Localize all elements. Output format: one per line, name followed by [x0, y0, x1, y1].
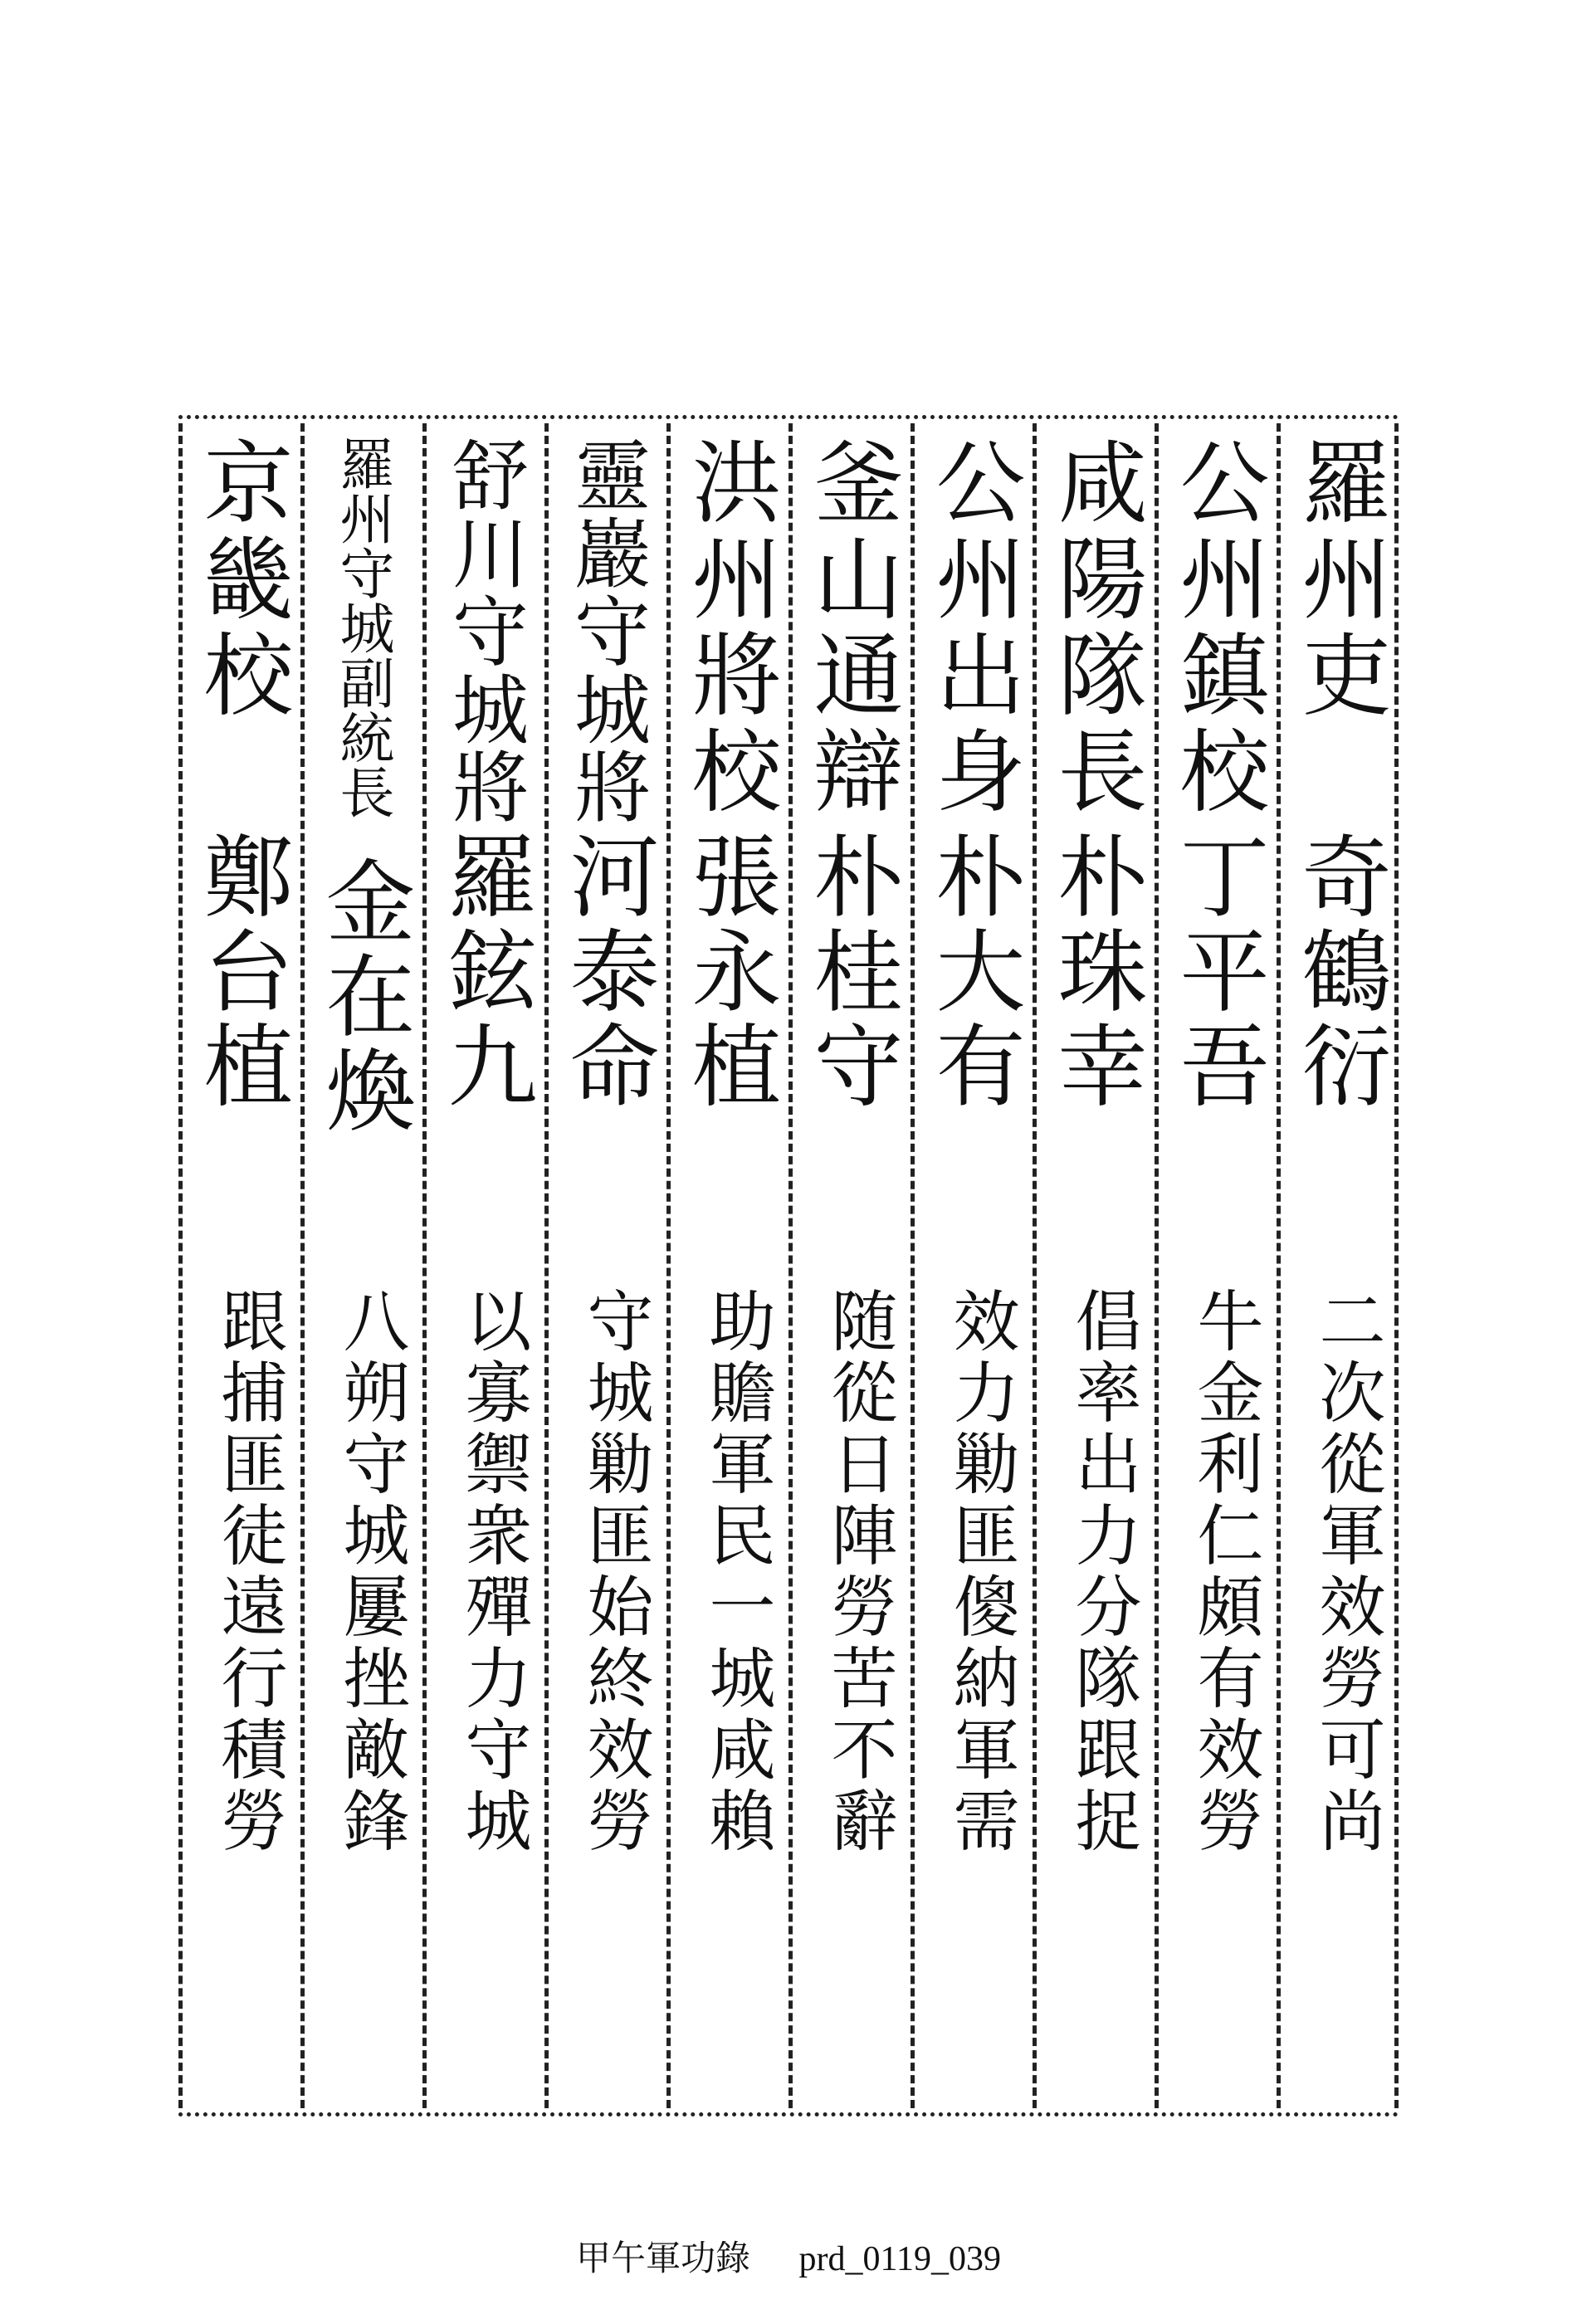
page-footer	[0, 2231, 1577, 2281]
record-name: 金在煥	[310, 855, 414, 1139]
record-deed: 八朔守城屢挫敵鋒	[332, 1286, 409, 1858]
bottom-border-rule	[178, 2112, 1399, 2116]
record-name: 朴大有	[920, 830, 1024, 1114]
record-deed: 以寡禦衆殫力守城	[454, 1286, 531, 1858]
record-column-2	[1158, 423, 1274, 2108]
record-name: 丁平吾	[1164, 830, 1268, 1114]
record-title: 靈巖守城將	[562, 436, 651, 826]
record-title: 釜山通辯	[798, 436, 902, 821]
record-deed: 跟捕匪徒遠行積勞	[210, 1286, 287, 1858]
record-column-8	[426, 423, 542, 2108]
record-deed: 二次從軍效勞可尚	[1308, 1286, 1385, 1858]
record-title: 咸陽隊長	[1042, 436, 1146, 821]
record-name: 張永植	[676, 830, 780, 1114]
record-name: 朴桂守	[798, 830, 902, 1114]
record-column-5	[792, 423, 908, 2108]
record-column-1	[1280, 423, 1396, 2108]
record-title: 京畿校	[188, 436, 292, 725]
record-deed: 倡率出力分隊跟捉	[1064, 1286, 1141, 1858]
record-title: 舒川守城將	[440, 436, 529, 826]
record-title: 公州鎮校	[1164, 436, 1268, 821]
record-name: 河泰命	[554, 830, 658, 1114]
record-deed: 牛金利仁頗有效勞	[1186, 1286, 1263, 1858]
record-column-7	[548, 423, 664, 2108]
record-title: 公州出身	[920, 436, 1024, 821]
document-page	[178, 407, 1399, 2116]
record-name: 鄭台植	[188, 830, 292, 1114]
record-column-3	[1036, 423, 1152, 2108]
top-border-rule	[178, 415, 1399, 419]
record-title: 羅州守城副統長	[330, 436, 394, 819]
record-column-4	[914, 423, 1030, 2108]
record-column-6	[670, 423, 786, 2108]
record-deed: 助贍軍民一城咸賴	[698, 1286, 775, 1858]
record-name: 羅鉉九	[432, 830, 536, 1114]
record-column-10	[182, 423, 298, 2108]
footer-page-id: prd_0119_039	[798, 2240, 1001, 2278]
record-name: 奇鶴衍	[1286, 830, 1390, 1114]
record-title: 羅州吏	[1286, 436, 1390, 725]
record-title: 洪州將校	[676, 436, 780, 821]
record-deed: 随從日陣勞苦不辭	[820, 1286, 897, 1858]
record-name: 朴珠幸	[1042, 830, 1146, 1114]
footer-book-title: 甲午軍功錄	[576, 2240, 751, 2278]
record-deed: 效力勦匪傻納軍需	[942, 1286, 1019, 1858]
record-column-9	[304, 423, 420, 2108]
record-deed: 守城勦匪始終效勞	[576, 1286, 653, 1858]
